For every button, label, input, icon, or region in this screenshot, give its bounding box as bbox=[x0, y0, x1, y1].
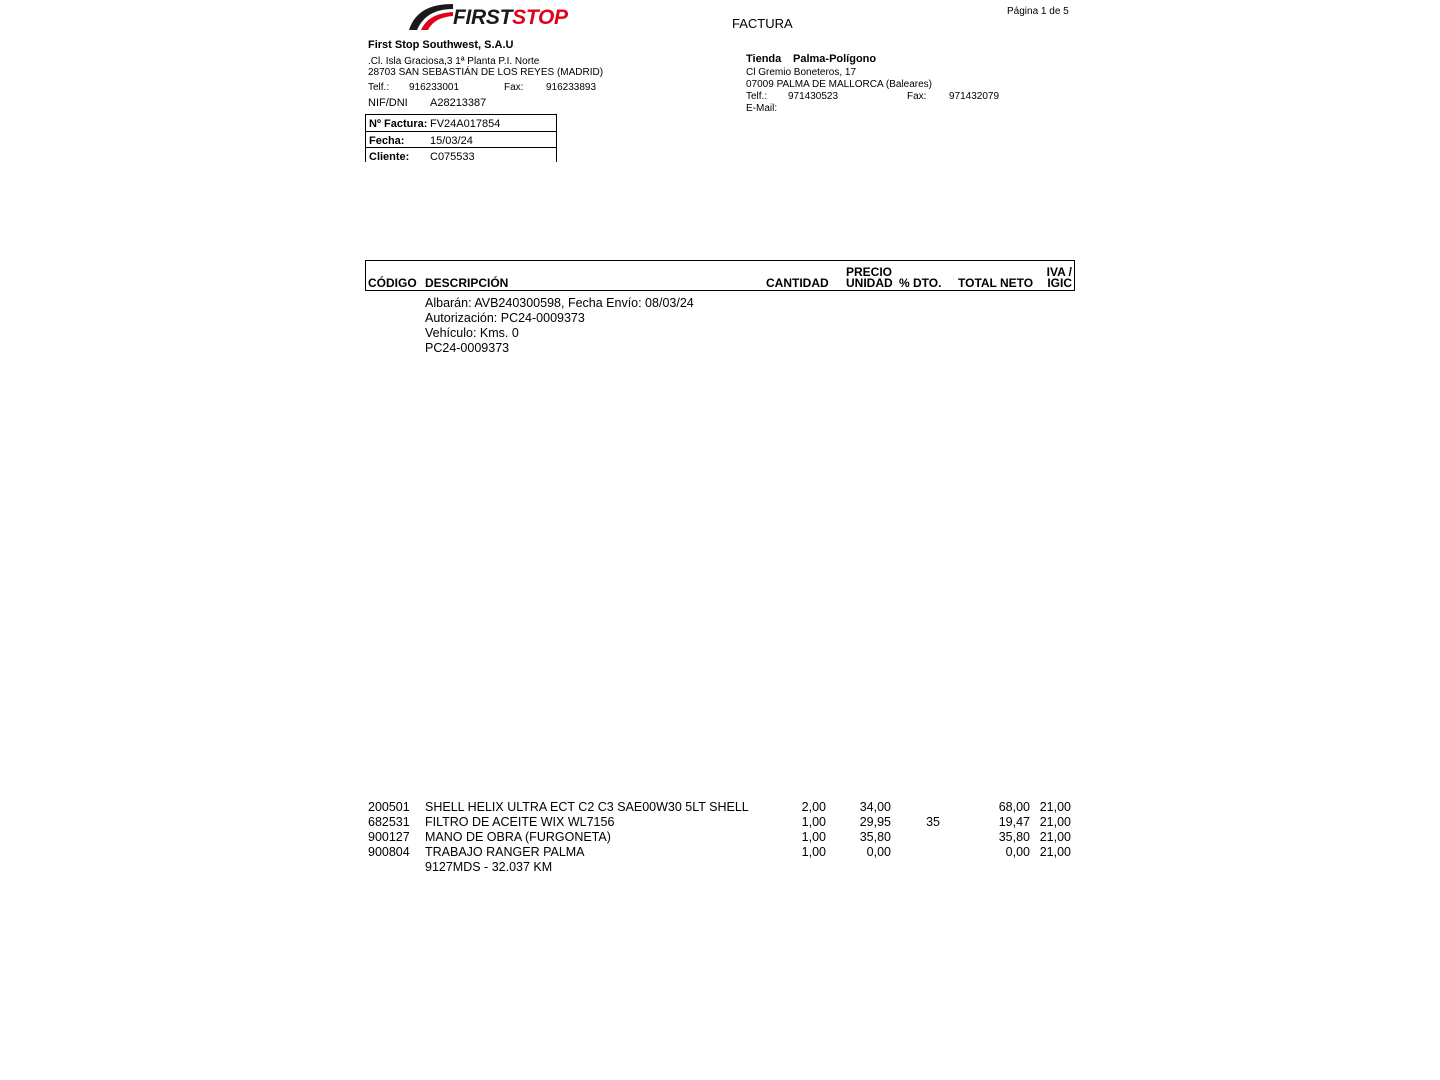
document-title: FACTURA bbox=[732, 16, 793, 31]
invoice-date: 15/03/24 bbox=[430, 135, 473, 147]
table-row bbox=[0, 815, 1440, 830]
item-code: 900804 bbox=[368, 845, 410, 859]
item-price: 0,00 bbox=[866, 845, 891, 859]
store-address-1: Cl Gremio Boneteros, 17 bbox=[746, 67, 857, 78]
item-net: 68,00 bbox=[998, 800, 1030, 814]
note-line: Albarán: AVB240300598, Fecha Envío: 08/03/24 bbox=[425, 296, 694, 310]
item-code: 200501 bbox=[368, 800, 410, 814]
logo-text-first: FIRST bbox=[453, 6, 513, 29]
col-price-line1: PRECIO bbox=[846, 265, 893, 279]
item-note: 9127MDS - 32.037 KM bbox=[425, 860, 553, 874]
note-line: PC24-0009373 bbox=[425, 341, 510, 352]
store-tel-label: Telf.: bbox=[746, 91, 768, 102]
company-tel: 916233001 bbox=[409, 82, 460, 93]
item-price: 35,80 bbox=[859, 830, 891, 844]
company-address-1: .Cl. Isla Graciosa,3 1ª Planta P.I. Norte bbox=[368, 56, 540, 67]
store-fax: 971432079 bbox=[949, 91, 1000, 102]
company-nif-label: NIF/DNI bbox=[368, 97, 408, 109]
col-discount: % DTO. bbox=[899, 276, 942, 290]
item-net: 0,00 bbox=[1005, 845, 1030, 859]
invoice-client-label: Cliente: bbox=[369, 151, 410, 163]
store-address-2: 07009 PALMA DE MALLORCA (Baleares) bbox=[746, 79, 933, 90]
invoice-client-row bbox=[366, 147, 556, 163]
company-name: First Stop Southwest, S.A.U bbox=[368, 39, 514, 51]
item-note-row bbox=[0, 860, 1440, 875]
invoice-number-label: Nº Factura: bbox=[369, 118, 428, 130]
item-net: 35,80 bbox=[998, 830, 1030, 844]
col-quantity: CANTIDAD bbox=[766, 276, 829, 290]
company-address-2: 28703 SAN SEBASTIÁN DE LOS REYES (MADRID) bbox=[368, 67, 604, 78]
item-description: SHELL HELIX ULTRA ECT C2 C3 SAE00W30 5LT SHELL bbox=[425, 800, 749, 814]
invoice-date-label: Fecha: bbox=[369, 135, 405, 147]
col-price-line2: UNIDAD bbox=[846, 276, 893, 290]
items-table-header bbox=[365, 260, 1075, 291]
item-tax: 21,00 bbox=[1039, 845, 1071, 859]
invoice-info-box bbox=[365, 114, 557, 162]
table-row bbox=[0, 800, 1440, 815]
item-quantity: 2,00 bbox=[801, 800, 826, 814]
item-description: MANO DE OBRA (FURGONETA) bbox=[425, 830, 611, 844]
item-tax: 21,00 bbox=[1039, 800, 1071, 814]
company-nif: A28213387 bbox=[430, 97, 487, 109]
item-code: 900127 bbox=[368, 830, 410, 844]
company-tel-label: Telf.: bbox=[368, 82, 390, 93]
page-indicator: Página 1 de 5 bbox=[1007, 6, 1069, 17]
item-price: 34,00 bbox=[859, 800, 891, 814]
delivery-notes bbox=[425, 296, 825, 352]
col-tax-line2: IGIC bbox=[1047, 276, 1072, 290]
item-discount: 35 bbox=[926, 815, 940, 829]
invoice-number: FV24A017854 bbox=[430, 118, 501, 130]
item-net: 19,47 bbox=[998, 815, 1030, 829]
company-fax-label: Fax: bbox=[504, 82, 524, 93]
store-tel: 971430523 bbox=[788, 91, 839, 102]
item-quantity: 1,00 bbox=[801, 830, 826, 844]
item-quantity: 1,00 bbox=[801, 845, 826, 859]
firststop-logo bbox=[407, 2, 567, 32]
item-code: 682531 bbox=[368, 815, 410, 829]
invoice-client: C075533 bbox=[430, 151, 475, 163]
table-row bbox=[0, 830, 1440, 845]
item-description: FILTRO DE ACEITE WIX WL7156 bbox=[425, 815, 615, 829]
logo-text-stop: STOP bbox=[512, 6, 568, 29]
col-net-total: TOTAL NETO bbox=[958, 276, 1034, 290]
item-price: 29,95 bbox=[859, 815, 891, 829]
item-tax: 21,00 bbox=[1039, 815, 1071, 829]
col-description: DESCRIPCIÓN bbox=[425, 276, 509, 290]
store-label: Tienda bbox=[746, 53, 782, 65]
invoice-number-row bbox=[366, 115, 556, 131]
invoice-date-row bbox=[366, 131, 556, 148]
tire-arc-icon bbox=[407, 2, 457, 32]
col-tax-line1: IVA / bbox=[1046, 265, 1072, 279]
col-code: CÓDIGO bbox=[368, 276, 417, 290]
table-row bbox=[0, 845, 1440, 860]
store-name: Palma-Polígono bbox=[793, 53, 877, 65]
note-line: Autorización: PC24-0009373 bbox=[425, 311, 585, 325]
store-email-label: E-Mail: bbox=[746, 103, 778, 114]
item-quantity: 1,00 bbox=[801, 815, 826, 829]
item-tax: 21,00 bbox=[1039, 830, 1071, 844]
item-description: TRABAJO RANGER PALMA bbox=[425, 845, 585, 859]
store-fax-label: Fax: bbox=[907, 91, 927, 102]
note-line: Vehículo: Kms. 0 bbox=[425, 326, 519, 340]
company-fax: 916233893 bbox=[546, 82, 597, 93]
